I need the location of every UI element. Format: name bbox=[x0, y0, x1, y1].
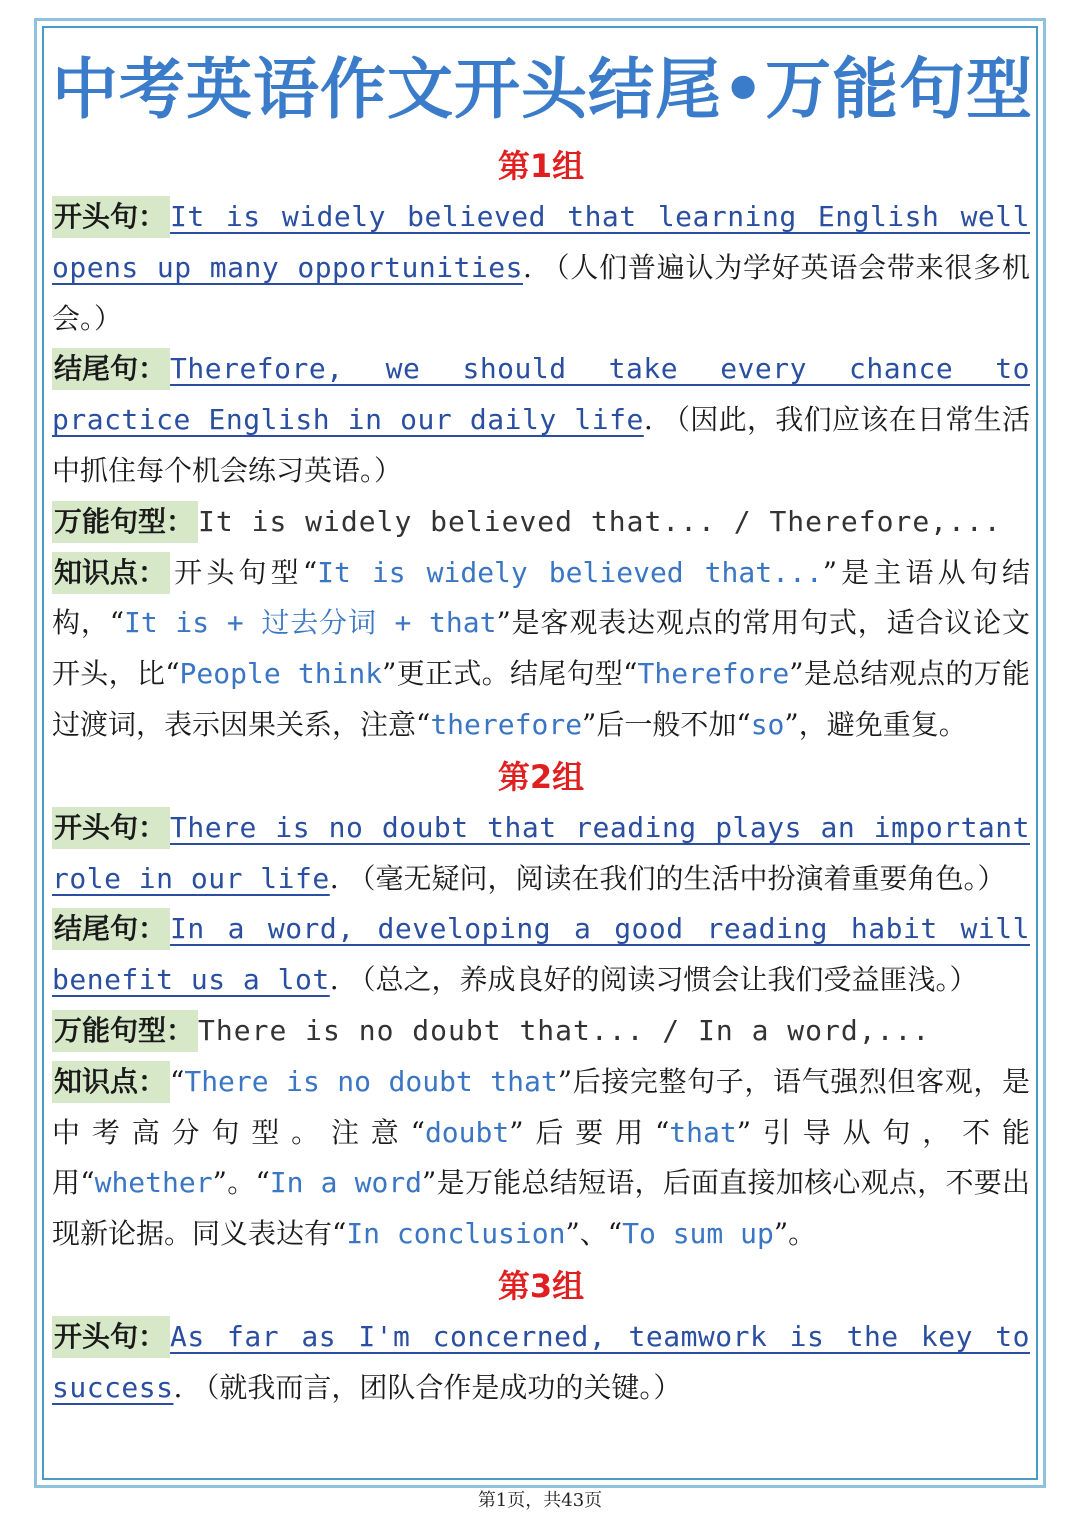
highlighted-phrase: therefore bbox=[430, 707, 583, 741]
ending-label: 结尾句： bbox=[52, 908, 170, 950]
opening-sentence bbox=[52, 192, 1030, 344]
highlighted-phrase: To sum up bbox=[622, 1217, 774, 1251]
knowledge-label: 知识点： bbox=[52, 1061, 170, 1103]
knowledge-text bbox=[52, 556, 1030, 741]
knowledge-text bbox=[52, 1065, 1030, 1250]
group-heading: 第3组 bbox=[497, 1266, 585, 1305]
page-title: 中考英语作文开头结尾•万能句型 bbox=[52, 51, 1034, 128]
pattern-label: 万能句型： bbox=[52, 1010, 198, 1052]
explanation-text: 开头句型“ bbox=[170, 555, 318, 589]
group-1 bbox=[52, 140, 1030, 751]
page-footer: 第1页，共43页 bbox=[477, 1490, 603, 1511]
highlighted-phrase: that bbox=[669, 1115, 737, 1149]
group-2 bbox=[52, 751, 1030, 1260]
opening-translation: . （毫无疑问，阅读在我们的生活中扮演着重要角色。） bbox=[329, 861, 1006, 895]
opening-english: It is widely believed that learning English well opens up many opportunities bbox=[52, 200, 1030, 284]
ending-translation: . （因此，我们应该在日常生活中抓住每个机会练习英语。） bbox=[52, 403, 1030, 487]
explanation-text: ”后一般不加“ bbox=[582, 707, 751, 741]
opening-english: As far as I'm concerned, teamwork is the key to success bbox=[52, 1319, 1030, 1404]
universal-pattern bbox=[52, 497, 1030, 548]
explanation-text: ”。“ bbox=[212, 1166, 270, 1200]
ending-label: 结尾句： bbox=[52, 348, 170, 390]
highlighted-phrase: It is widely believed that... bbox=[317, 555, 823, 589]
pattern-text: There is no doubt that... / In a word,... bbox=[198, 1013, 931, 1047]
explanation-text: ”、“ bbox=[565, 1217, 623, 1251]
explanation-text: ”更正式。结尾句型“ bbox=[382, 657, 638, 691]
ending-english: Therefore, we should take every chance to practice English in our daily life bbox=[52, 352, 1030, 437]
pattern-text: It is widely believed that... / Therefore,... bbox=[198, 504, 1002, 538]
opening-translation: . （就我而言，团队合作是成功的关键。） bbox=[173, 1370, 682, 1404]
explanation-text: ”，避免重复。 bbox=[784, 707, 967, 741]
document-content bbox=[52, 40, 1034, 1414]
group-3 bbox=[52, 1260, 1030, 1414]
highlighted-phrase: In a word bbox=[269, 1166, 423, 1200]
opening-translation: . （人们普遍认为学好英语会带来很多机会。） bbox=[52, 250, 1030, 335]
ending-english: In a word, developing a good reading habit will benefit us a lot bbox=[52, 912, 1030, 997]
ending-translation: . （总之，养成良好的阅读习惯会让我们受益匪浅。） bbox=[329, 963, 978, 997]
opening-sentence bbox=[52, 1312, 1030, 1414]
highlighted-phrase: There is no doubt that bbox=[184, 1064, 558, 1098]
opening-label: 开头句： bbox=[52, 196, 170, 238]
knowledge-point bbox=[52, 1057, 1030, 1260]
explanation-text: ”是总结观点的万能过渡词，表示因果关系，注意“ bbox=[52, 657, 1030, 741]
explanation-text: ”是万能总结短语，后面直接加核心观点，不要出现新论据。同义表达有“ bbox=[52, 1166, 1030, 1251]
highlighted-phrase: People think bbox=[179, 657, 383, 691]
explanation-text: ”后要用“ bbox=[509, 1115, 670, 1149]
pattern-label: 万能句型： bbox=[52, 501, 198, 543]
explanation-text: ”是主语从句结构，“ bbox=[52, 555, 1030, 640]
explanation-text: “ bbox=[170, 1064, 185, 1098]
group-heading: 第1组 bbox=[497, 147, 585, 185]
knowledge-point bbox=[52, 548, 1030, 751]
knowledge-label: 知识点： bbox=[52, 552, 170, 594]
explanation-text: ”后接完整句子，语气强烈但客观，是中考高分句型。注意“ bbox=[52, 1064, 1030, 1149]
group-heading: 第2组 bbox=[497, 757, 585, 796]
explanation-text: ”是客观表达观点的常用句式，适合议论文开头，比“ bbox=[52, 606, 1030, 691]
ending-sentence bbox=[52, 904, 1030, 1006]
opening-english: There is no doubt that reading plays an important role in our life bbox=[52, 810, 1030, 895]
ending-sentence bbox=[52, 344, 1030, 496]
opening-label: 开头句： bbox=[52, 1316, 170, 1358]
highlighted-phrase: In conclusion bbox=[346, 1217, 566, 1251]
highlighted-phrase: It is + 过去分词 + that bbox=[124, 606, 497, 640]
highlighted-phrase: doubt bbox=[424, 1115, 510, 1149]
highlighted-phrase: so bbox=[750, 707, 785, 741]
opening-sentence bbox=[52, 803, 1030, 905]
universal-pattern bbox=[52, 1006, 1030, 1057]
opening-label: 开头句： bbox=[52, 807, 170, 849]
explanation-text: ”引导从句，不能用“ bbox=[52, 1115, 1030, 1200]
highlighted-phrase: Therefore bbox=[637, 657, 790, 691]
explanation-text: ”。 bbox=[773, 1217, 817, 1251]
highlighted-phrase: whether bbox=[94, 1166, 213, 1200]
